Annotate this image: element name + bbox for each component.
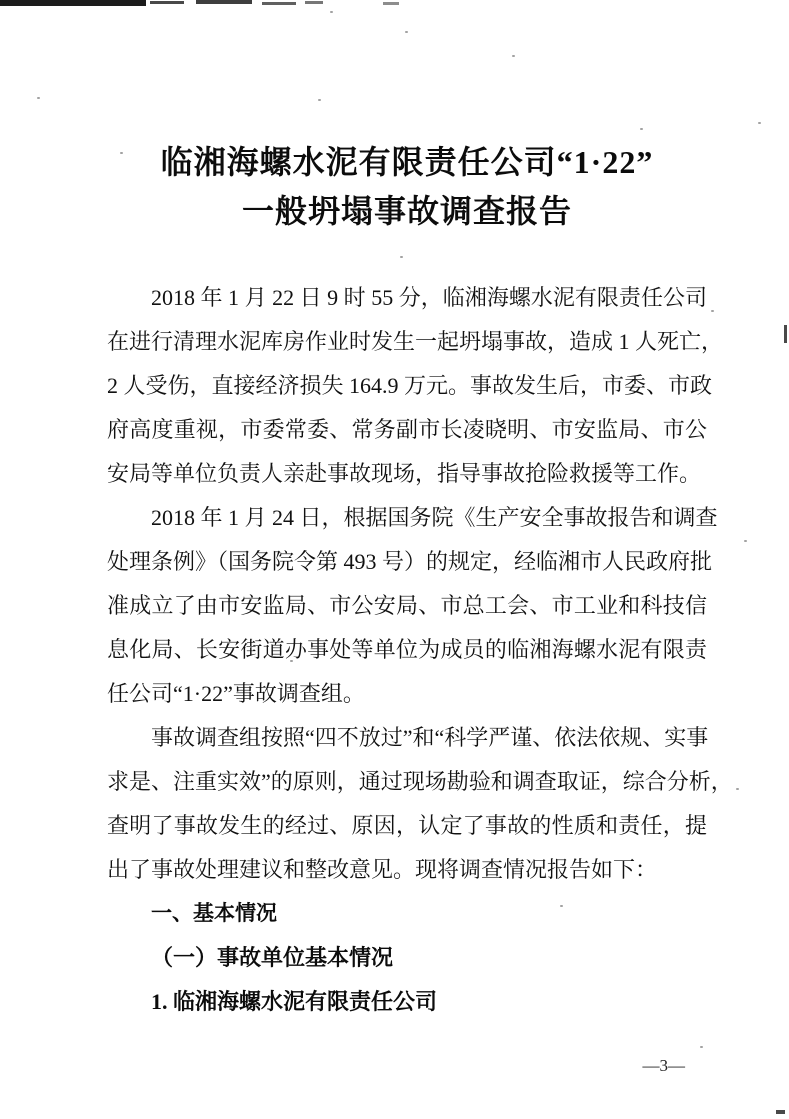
paragraph-line: 求是、注重实效”的原则，通过现场勘验和调查取证，综合分析， <box>107 769 733 794</box>
section-heading-1-1: （一）事故单位基本情况 <box>151 945 394 970</box>
scan-speck <box>744 540 747 542</box>
scan-speck <box>700 1046 703 1048</box>
scan-artifact-top-bar <box>0 0 146 6</box>
paragraph-line: 任公司“1·22”事故调查组。 <box>107 681 365 706</box>
scan-speck <box>711 310 714 312</box>
scan-speck <box>405 31 408 33</box>
page-number: —3— <box>642 1056 685 1075</box>
document-title <box>107 138 707 236</box>
paragraph-line: 查明了事故发生的经过、原因，认定了事故的性质和责任，提 <box>107 813 707 838</box>
paragraph-line: 处理条例》（国务院令第 493 号）的规定，经临湘市人民政府批 <box>107 549 713 574</box>
document-title-line2: 一般坍塌事故调查报告 <box>241 193 572 229</box>
scan-artifact-top-segment <box>383 2 399 5</box>
scan-speck <box>758 122 761 124</box>
scan-artifact-top-segment <box>305 1 323 4</box>
paragraph-line: 出了事故处理建议和整改意见。现将调查情况报告如下： <box>107 857 658 882</box>
scan-artifact-top-segment <box>196 0 252 4</box>
document-body <box>107 138 733 1024</box>
paragraph-line: 事故调查组按照“四不放过”和“科学严谨、依法依规、实事 <box>151 725 709 750</box>
section-heading-1: 一、基本情况 <box>151 902 277 925</box>
scan-speck <box>318 99 321 101</box>
scan-artifact-top-segment <box>262 2 296 5</box>
scan-artifact-right-edge <box>784 325 787 343</box>
paragraph-line: 息化局、长安街道办事处等单位为成员的临湘海螺水泥有限责 <box>107 637 707 662</box>
paragraph-line: 2018 年 1 月 24 日，根据国务院《生产安全事故报告和调查 <box>151 505 718 530</box>
section-heading-1-1-1: 1. 临湘海螺水泥有限责任公司 <box>151 989 438 1014</box>
scan-artifact-bottom-right <box>776 1110 785 1114</box>
paragraph-line: 安局等单位负责人亲赴事故现场，指导事故抢险救援等工作。 <box>107 461 702 486</box>
paragraph-line: 在进行清理水泥库房作业时发生一起坍塌事故，造成 1 人死亡， <box>107 329 724 354</box>
scan-speck <box>736 788 739 790</box>
document-text <box>107 276 733 1024</box>
paragraph-line: 府高度重视，市委常委、常务副市长凌晓明、市安监局、市公 <box>107 417 707 442</box>
document-title-line1: 临湘海螺水泥有限责任公司“1·22” <box>160 144 654 180</box>
paragraph-1 <box>107 276 724 496</box>
paragraph-line: 准成立了由市安监局、市公安局、市总工会、市工业和科技信 <box>107 593 707 618</box>
scan-speck <box>37 97 40 99</box>
scan-speck <box>640 128 643 130</box>
scan-speck <box>330 11 333 13</box>
scan-artifact-top-segment <box>150 1 184 4</box>
paragraph-3 <box>107 716 733 892</box>
scan-speck <box>512 55 515 57</box>
paragraph-line: 2 人受伤，直接经济损失 164.9 万元。事故发生后，市委、市政 <box>107 373 713 398</box>
paragraph-2 <box>107 496 718 716</box>
paragraph-line: 2018 年 1 月 22 日 9 时 55 分，临湘海螺水泥有限责任公司 <box>151 285 707 310</box>
